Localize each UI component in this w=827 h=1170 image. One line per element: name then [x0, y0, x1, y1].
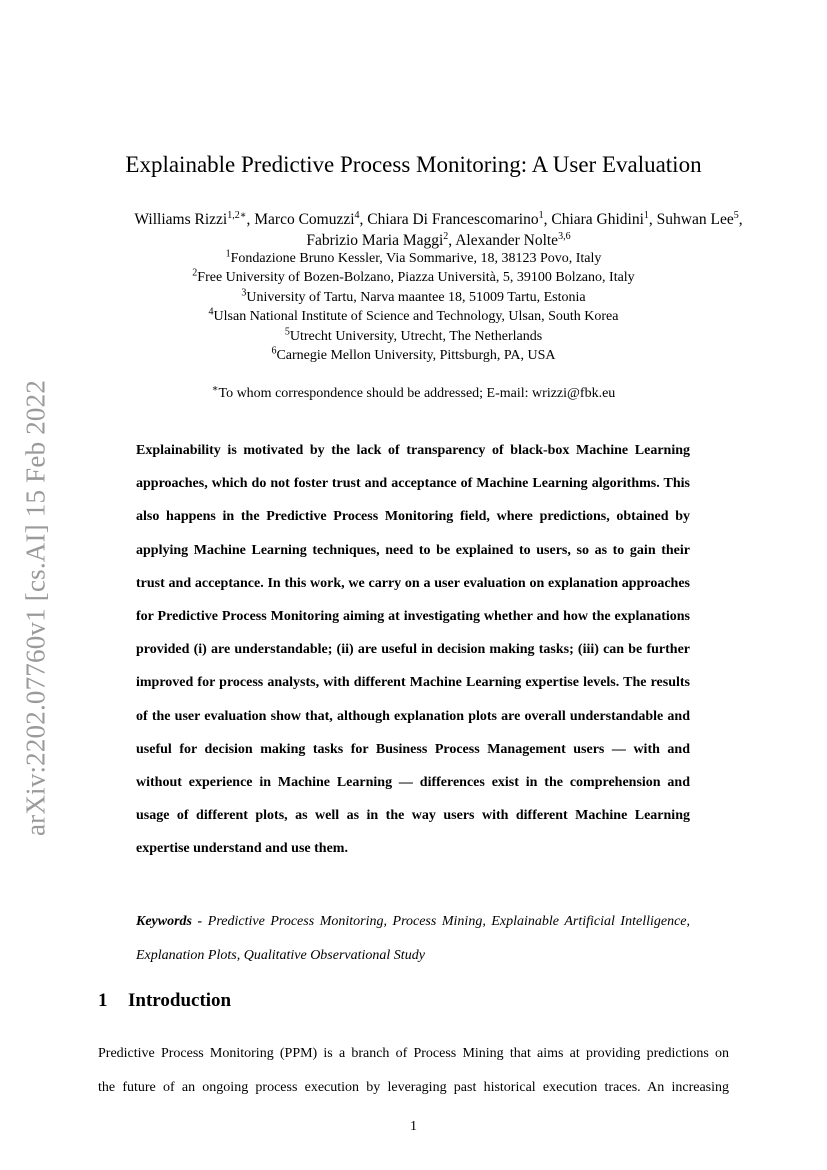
- intro-line: Predictive Process Monitoring (PPM) is a branch of Process Mining that aims at providing predictions on: [98, 1046, 729, 1061]
- page-number: 1: [410, 1119, 417, 1134]
- author-affiliation-marker: 3,6: [558, 230, 571, 242]
- author-name: Alexander Nolte: [455, 232, 559, 249]
- affiliation-line: [60, 307, 767, 326]
- section-number: 1: [98, 990, 108, 1011]
- author-separator: ,: [738, 211, 743, 228]
- affiliation-text: Carnegie Mellon University, Pittsburgh, PA, USA: [276, 348, 556, 364]
- affiliation-text: Free University of Bozen-Bolzano, Piazza Università, 5, 39100 Bolzano, Italy: [197, 270, 635, 286]
- affiliation-line: [60, 288, 767, 307]
- keywords-text: Predictive Process Monitoring, Process Mining, Explainable Artificial Intelligence, Explanation Plots, Qualitative Observational Study: [136, 914, 691, 963]
- affiliation-marker: 4: [208, 306, 214, 318]
- author-affiliation-marker: 4: [354, 209, 360, 221]
- affiliation-text: Fondazione Bruno Kessler, Via Sommarive, 18, 38123 Povo, Italy: [230, 251, 602, 266]
- affiliation-text: University of Tartu, Narva maantee 18, 51009 Tartu, Estonia: [246, 289, 586, 305]
- author-name: Fabrizio Maria Maggi: [306, 232, 444, 249]
- intro-line: the future of an ongoing process execution by leveraging past historical execution traces. An increasing: [98, 1079, 729, 1095]
- correspondence-note: [60, 383, 767, 402]
- keywords: [136, 905, 690, 972]
- author-name: Williams Rizzi: [134, 211, 228, 228]
- arxiv-identifier-text: arXiv:2202.07760v1 [cs.AI] 15 Feb 2022: [20, 379, 51, 837]
- intro-paragraph: [98, 1037, 729, 1104]
- author-name: Chiara Di Francescomarino: [367, 211, 539, 228]
- affiliation-line: [60, 249, 767, 268]
- correspondence-text: To whom correspondence should be addressed; E-mail: wrizzi@fbk.eu: [218, 386, 616, 401]
- abstract: Explainability is motivated by the lack of transparency of black-box Machine Learning approaches, which do not foster trust and acceptance of Machine Learning algorithms. This also happens in the Predictive Process Monitoring field, where predictions, obtained by applying Machine Learning techniques, need to be explained to users, so as to gain their trust and acceptance. In this work, we carry on a user evaluation on explanation approaches for Predictive Process Monitoring aiming at investigating whether and how the explanations provided (i) are understandable; (ii) are useful in decision making tasks; (iii) can be further improved for process analysts, with different Machine Learning expertise levels. The results of the user evaluation show that, although explanation plots are overall understandable and useful for decision making tasks for Business Process Management users — with and without experience in Machine Learning — differences exist in the comprehension and usage of different plots, as well as in the way users with different Machine Learning expertise understand and use them.: [136, 443, 690, 857]
- affiliation-list: [60, 249, 767, 365]
- affiliation-line: [60, 346, 767, 365]
- author-affiliation-marker: 2: [443, 230, 449, 242]
- author-affiliation-marker: 1: [643, 209, 649, 221]
- author-affiliation-marker: 1: [538, 209, 544, 221]
- author-name: Chiara Ghidini: [551, 211, 644, 228]
- author-name: Marco Comuzzi: [254, 211, 355, 228]
- section-heading: [98, 990, 231, 1012]
- author-name: Suhwan Lee: [656, 211, 734, 228]
- keywords-label: Keywords -: [136, 914, 203, 929]
- affiliation-marker: 5: [284, 325, 290, 337]
- affiliation-marker: 3: [241, 287, 247, 299]
- correspondence-marker: ∗: [211, 383, 219, 395]
- affiliation-marker: 2: [192, 267, 198, 279]
- author-separator: ,: [648, 211, 657, 228]
- author-separator: ,: [246, 211, 255, 228]
- affiliation-marker: 1: [225, 248, 231, 260]
- affiliation-text: Utrecht University, Utrecht, The Netherlands: [289, 328, 543, 344]
- affiliation-text: Ulsan National Institute of Science and Technology, Ulsan, South Korea: [213, 309, 619, 325]
- author-separator: ,: [359, 211, 368, 228]
- author-separator: ,: [543, 211, 552, 228]
- affiliation-line: [60, 327, 767, 346]
- affiliation-line: [60, 268, 767, 287]
- section-title: Introduction: [128, 990, 232, 1011]
- author-separator: ,: [448, 232, 456, 249]
- author-list: [90, 209, 787, 251]
- author-affiliation-marker: 1,2∗: [227, 209, 247, 221]
- affiliation-marker: 6: [271, 345, 277, 357]
- paper-title: Explainable Predictive Process Monitoring: A User Evaluation: [125, 152, 702, 177]
- author-affiliation-marker: 5: [733, 209, 739, 221]
